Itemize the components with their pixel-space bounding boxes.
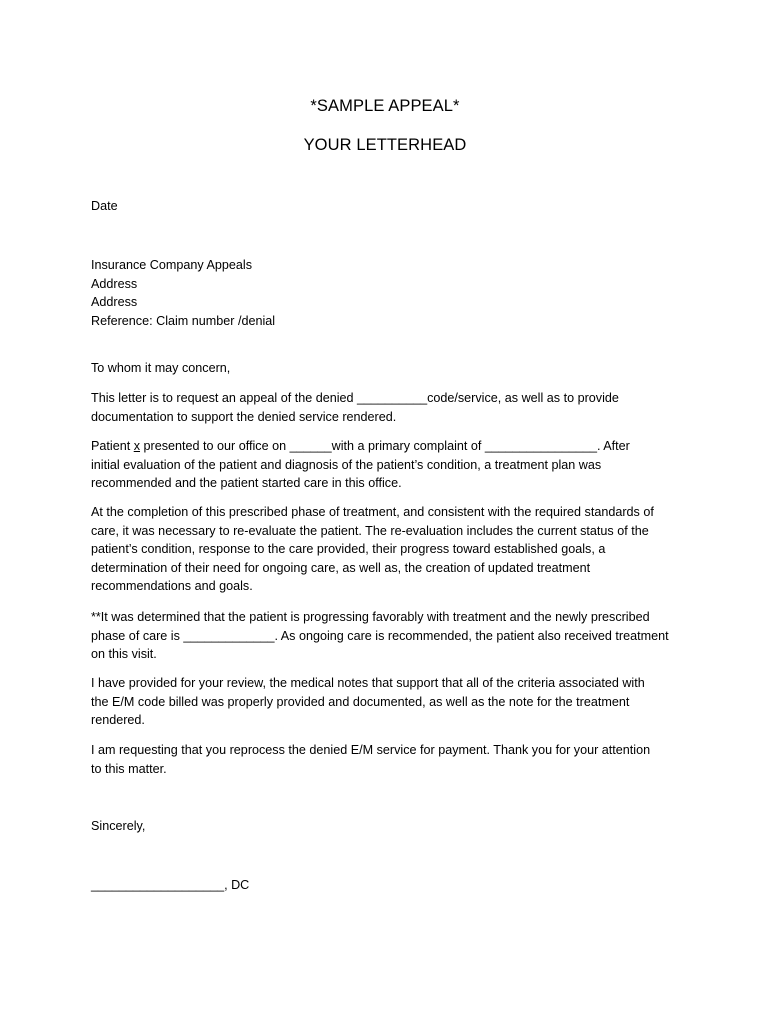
recipient-address-line: Address [91,276,138,291]
paragraph-line [91,437,681,456]
recipient-name: Insurance Company Appeals [91,258,253,272]
paragraph-patient-presentation [91,437,681,493]
signature-line [91,876,681,895]
paragraph-line: At the completion of this prescribed phase of treatment, and consistent with the required standards of [91,505,654,519]
paragraph-line: documentation to support the denied service rendered. [91,409,397,424]
paragraph-line: recommendations and goals. [91,579,253,594]
salutation: To whom it may concern, [91,361,231,375]
paragraph-progress [91,608,681,664]
sample-appeal-heading: *SAMPLE APPEAL* [310,97,460,115]
patient-placeholder: x [133,439,141,453]
paragraph-line: care, it was necessary to re-evaluate the patient. The re-evaluation includes the current status of the [91,523,649,538]
paragraph-line: to this matter. [91,761,167,776]
paragraph-line: patient’s condition, response to the care provided, their progress toward established goals, a [91,542,606,557]
paragraph-line: phase of care is _____________. As ongoing care is recommended, the patient also received treatment [91,628,669,643]
claim-reference: Reference: Claim number /denial [91,313,276,328]
paragraph-line: the E/M code billed was properly provided and documented, as well as the note for the treatment [91,694,630,709]
paragraph-request-reprocess [91,741,681,778]
paragraph-line: determination of their need for ongoing care, as well as, the creation of updated treatment [91,560,591,575]
paragraph-line: recommended and the patient started care in this office. [91,476,402,491]
paragraph-line: This letter is to request an appeal of the denied __________code/service, as well as to provide [91,391,619,405]
paragraph-line: initial evaluation of the patient and diagnosis of the patient’s condition, a treatment plan was [91,457,602,472]
paragraph-line: rendered. [91,713,145,728]
signature-credential: , DC [224,878,250,892]
date-field: Date [91,199,118,213]
closing: Sincerely, [91,819,146,833]
paragraph-text: presented to our office on ______with a primary complaint of ________________. After [140,439,630,453]
paragraph-appeal-request [91,389,681,426]
paragraph-medical-notes [91,674,681,730]
paragraph-line: **It was determined that the patient is progressing favorably with treatment and the newly prescribed [91,610,650,624]
recipient-address-line: Address [91,295,138,310]
paragraph-text: Patient [91,439,134,453]
signature-blank: ___________________ [91,878,225,892]
paragraph-line: I have provided for your review, the medical notes that support that all of the criteria associated with [91,676,645,690]
letterhead-heading: YOUR LETTERHEAD [303,136,467,154]
recipient-address-block [91,256,681,330]
paragraph-line: I am requesting that you reprocess the denied E/M service for payment. Thank you for your attention [91,743,651,757]
paragraph-re-evaluation [91,503,681,596]
paragraph-line: on this visit. [91,647,157,662]
